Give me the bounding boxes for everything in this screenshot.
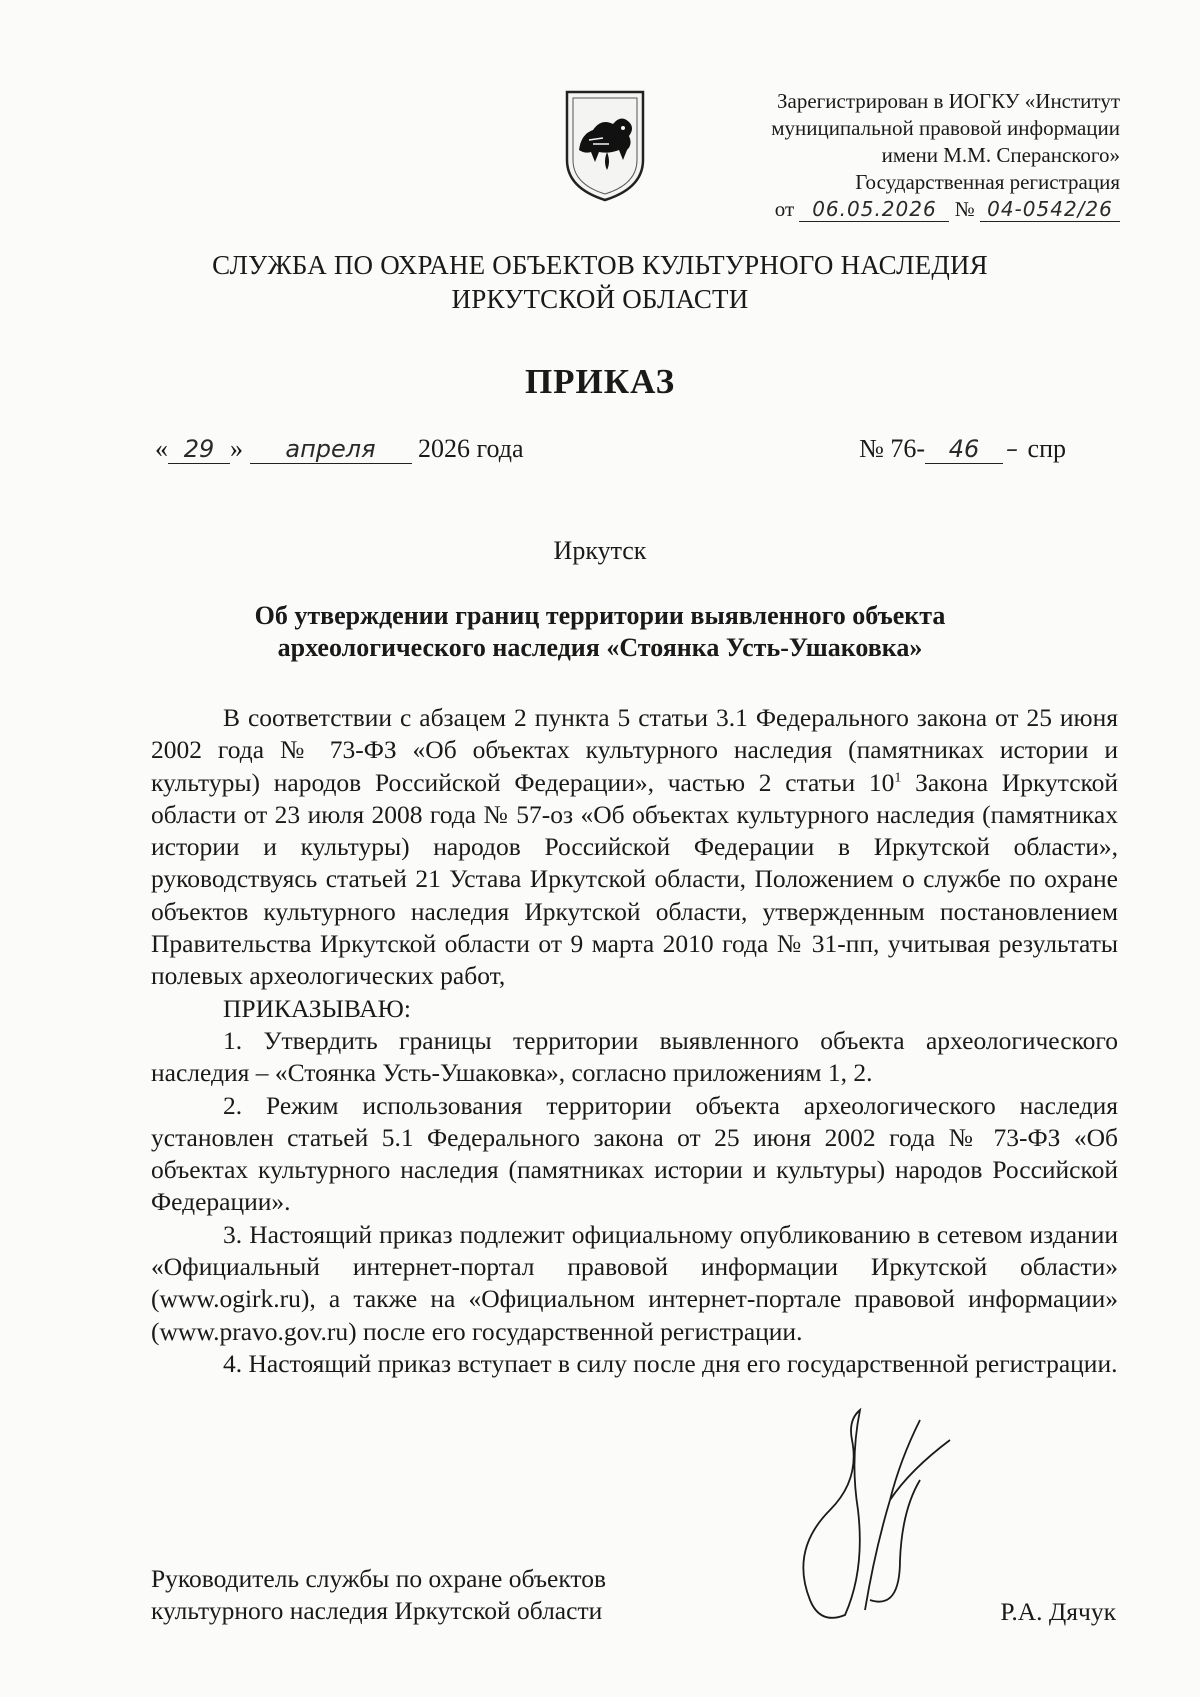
date-month-handwritten: апреля	[250, 435, 412, 464]
registration-line-1: Зарегистрирован в ИОГКУ «Институт	[776, 89, 1120, 113]
signatory-name: Р.А. Дячук	[1000, 1597, 1116, 1626]
registration-number-label: №	[954, 197, 975, 221]
registration-date-number-row	[700, 196, 1120, 223]
order-item-1: 1. Утвердить границы территории выявленного объекта археологического наследия – «Стоянка Усть-Ушаковка», согласно приложениям 1, 2.	[151, 1025, 1118, 1088]
preamble-text-a: В соответствии с абзацем 2 пункта 5 статьи 3.1 Федерального закона от 25 июня 2002 года № 73-ФЗ «Об объектах культурного наследия (памятниках истории и культуры) народов Российской Федерации», частью 2 статьи 10	[151, 703, 1118, 797]
order-number	[859, 434, 1066, 464]
coat-of-arms-icon	[563, 88, 647, 204]
date-year: 2026 года	[418, 434, 524, 463]
order-body	[151, 702, 1118, 1380]
document-type-heading: ПРИКАЗ	[524, 362, 676, 401]
registration-stamp	[700, 88, 1120, 223]
signatory-position-line-2: культурного наследия Иркутской области	[151, 1596, 603, 1625]
date-day-handwritten: 29	[168, 435, 230, 464]
order-date	[155, 434, 524, 464]
order-number-prefix: № 76-	[859, 434, 926, 463]
preamble-text-b: Закона Иркутской области от 23 июля 2008 года № 57-оз «Об объектах культурного наследия (памятниках истории и культуры) народов Российской Федерации в Иркутской области», руководствуясь статьей 21 Устава Иркутской области, Положением о службе по охране объектов культурного наследия Иркутской области, утвержденным постановлением Правительства Иркутской области от 9 марта 2010 года № 31-пп, учитывая результаты полевых археологических работ,	[151, 767, 1118, 991]
order-title-line-1: Об утверждении границ территории выявленного объекта	[254, 601, 946, 630]
order-title	[0, 600, 1200, 664]
order-number-handwritten: 46	[925, 435, 1003, 464]
city-name: Иркутск	[553, 536, 647, 565]
organization-header	[0, 248, 1200, 316]
order-item-3: 3. Настоящий приказ подлежит официальному опубликованию в сетевом издании «Официальный интернет-портал правовой информации Иркутской области» (www.ogirk.ru), а также на «Официальном интернет-портале правовой информации» (www.pravo.gov.ru) после его государственной регистрации.	[151, 1219, 1118, 1346]
order-item-4: 4. Настоящий приказ вступает в силу после дня его государственной регистрации.	[223, 1348, 1118, 1378]
registration-date-handwritten: 06.05.2026	[799, 197, 949, 222]
registration-line-2: муниципальной правовой информации	[771, 116, 1120, 140]
preamble-paragraph	[151, 702, 1118, 993]
registration-line-3: имени М.М. Сперанского»	[881, 143, 1120, 167]
order-number-dash-handwritten: –	[1006, 435, 1019, 463]
signatory-position-line-1: Руководитель службы по охране объектов	[151, 1564, 606, 1593]
order-title-line-2: археологического наследия «Стоянка Усть-Ушаковка»	[277, 633, 923, 662]
registration-from-label: от	[774, 197, 795, 221]
order-item-2: 2. Режим использования территории объекта археологического наследия установлен статьей 5.1 Федерального закона от 25 июня 2002 года № 73-ФЗ «Об объектах культурного наследия (памятниках истории и культуры) народов Российской Федерации».	[151, 1090, 1118, 1217]
signatory-position	[151, 1563, 606, 1627]
handwritten-signature-icon	[790, 1400, 980, 1630]
preamble-superscript: 1	[894, 770, 902, 786]
organization-line-1: СЛУЖБА ПО ОХРАНЕ ОБЪЕКТОВ КУЛЬТУРНОГО НАСЛЕДИЯ	[212, 250, 988, 280]
order-number-suffix: спр	[1027, 434, 1066, 463]
date-close-quote: »	[230, 434, 243, 463]
registration-line-4: Государственная регистрация	[855, 170, 1120, 194]
date-open-quote: «	[155, 434, 168, 463]
organization-line-2: ИРКУТСКОЙ ОБЛАСТИ	[451, 284, 749, 314]
registration-number-handwritten: 04-0542/26	[980, 197, 1120, 222]
order-word: ПРИКАЗЫВАЮ:	[223, 993, 411, 1023]
